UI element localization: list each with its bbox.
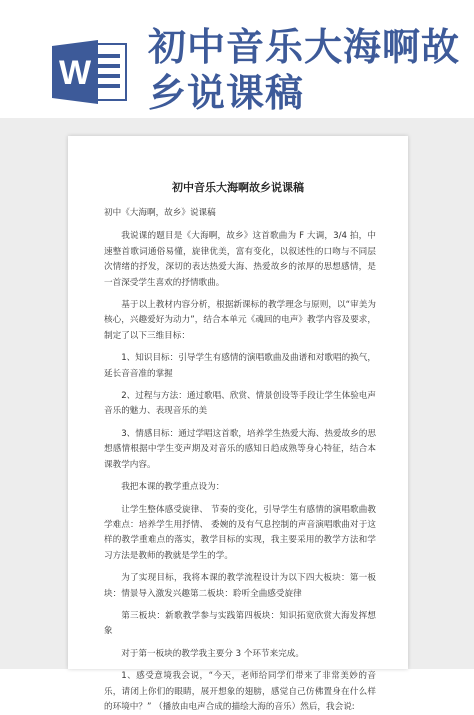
paragraph: 我把本课的教学重点设为： bbox=[121, 482, 225, 493]
paragraph: 1、知识目标：引导学生有感情的演唱歌曲及曲谱和对歌唱的换气，延长音音准的掌握 bbox=[104, 353, 376, 379]
word-document-icon bbox=[52, 40, 128, 104]
word-icon-letter: W bbox=[58, 54, 92, 92]
document-preview-area bbox=[0, 118, 474, 712]
paragraph: 初中《大海啊，故乡》说课稿 bbox=[104, 208, 216, 218]
document-body bbox=[68, 196, 408, 715]
paragraph: 第三板块：新歌教学参与实践第四板块：知识拓宽欣赏大海发挥想象 bbox=[104, 610, 376, 637]
paragraph: 3、情感目标：通过学唱这首歌，培养学生热爱大海、热爱故乡的思想感情根据中学生变声期及对音乐的感知日趋成熟等身心特征，结合本课教学内容。 bbox=[104, 428, 376, 470]
paragraph: 为了实现目标，我将本课的教学流程设计为以下四大板块：第一板块：情景导入激发兴趣第二板块：聆听全曲感受旋律 bbox=[104, 573, 376, 599]
paragraph: 对于第一板块的教学我主要分 3 个环节来完成。 bbox=[121, 648, 304, 659]
header-banner bbox=[0, 0, 474, 118]
paragraph: 2、过程与方法：通过歌唱、欣赏、情景创设等手段让学生体验电声音乐的魅力、表现音乐的美 bbox=[104, 391, 376, 417]
document-title: 初中音乐大海啊故乡说课稿 bbox=[172, 181, 304, 194]
paragraph: 让学生整体感受旋律、 节奏的变化，引导学生有感情的演唱歌曲教学难点：培养学生用抒情、 委婉的及有气息控制的声音演唱歌曲对于这样的教学重难点的落实，教学目标的实现，我主要采用的教学方法和学习方法是教师的教就是学生的学。 bbox=[104, 504, 376, 561]
document-page bbox=[68, 136, 408, 712]
heading-line-1: 初中音乐大海啊故 bbox=[148, 25, 461, 69]
paragraph: 1、感受意境我会说，“今天，老师给同学们带来了非常美妙的音乐，请闭上你们的眼睛，展开想象的翅膀，感觉自己仿佛置身在什么样的环境中？” （播放由电声合成的描绘大海的音乐）然后，我会说: bbox=[104, 671, 376, 712]
paragraph: 基于以上教材内容分析，根据新课标的教学理念与原则，以“审美为核心，兴趣爱好为动力”，结合本单元《魂回的电声》教学内容及要求，制定了以下三维目标： bbox=[104, 300, 376, 341]
paragraph: 我说课的题目是《大海啊，故乡》这首歌曲为 F 大调，3/4 拍，中速整首歌词通俗易懂，旋律优美，富有变化，以叙述性的口吻与不同层次情绪的抒发，深切的表达热爱大海、热爱故乡的浓厚的思想感情，是一首深受学生喜欢的抒情歌曲。 bbox=[104, 231, 376, 288]
heading-line-2: 乡说课稿 bbox=[148, 71, 305, 115]
page-heading bbox=[148, 24, 466, 116]
